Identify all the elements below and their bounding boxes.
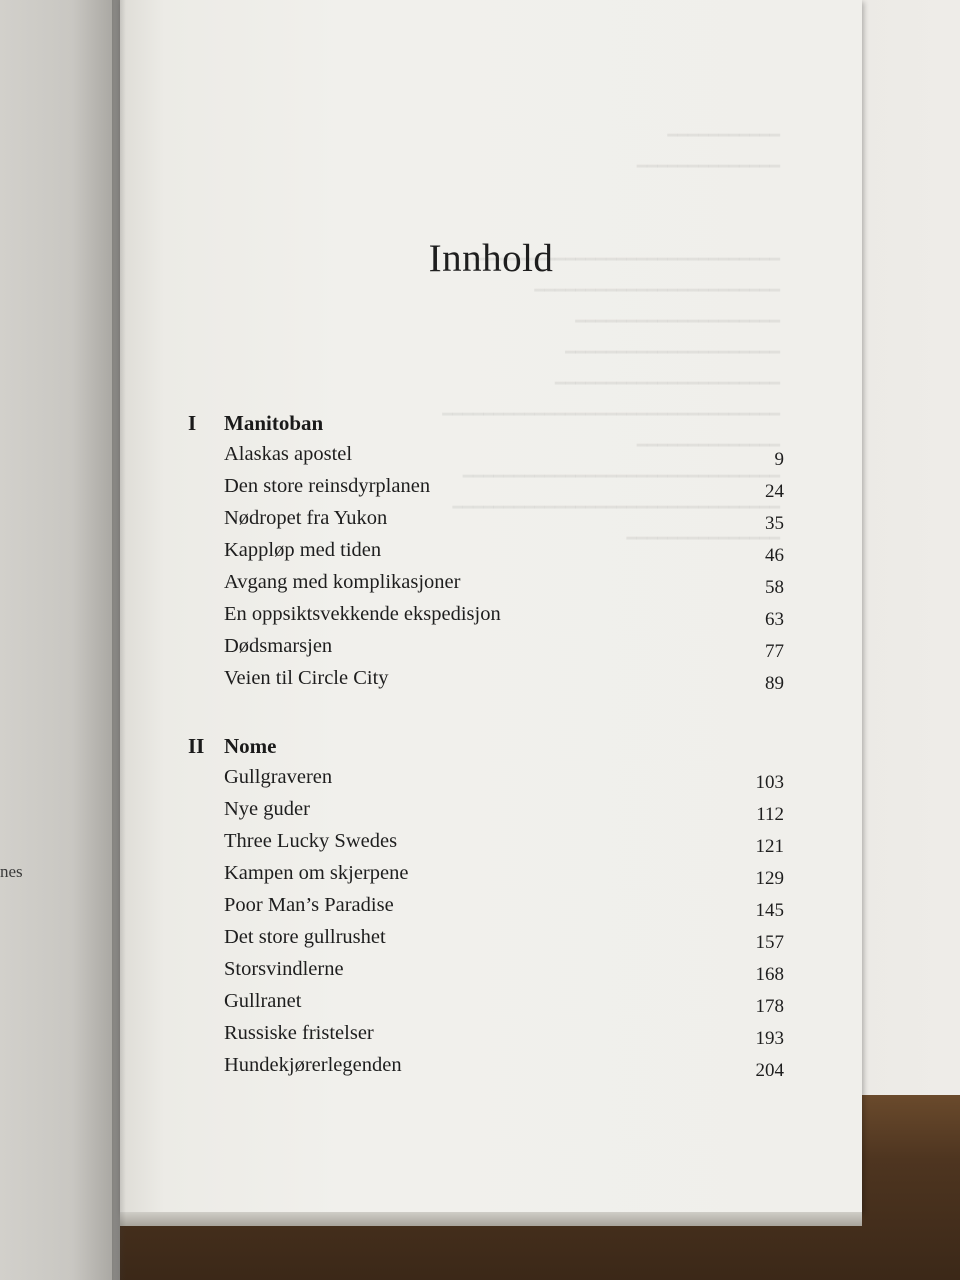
page-number: 58 [765,577,784,598]
page-number: 204 [755,1060,784,1081]
chapter-title: Poor Man’s Paradise [224,894,394,916]
page-title: Innhold [428,237,554,280]
chapter-title: Three Lucky Swedes [224,830,398,852]
chapter-title: Dødsmarsjen [224,635,333,657]
toc-entry [188,667,784,699]
chapter-title: Veien til Circle City [224,667,389,689]
chapter-title: Kampen om skjerpene [224,862,409,884]
left-page [0,0,120,1280]
page-number: 46 [765,545,784,566]
toc-entry [188,894,784,926]
part-number: I [188,411,197,435]
page-number: 112 [756,804,784,825]
page-number: 157 [755,932,784,953]
page-number: 63 [765,609,784,630]
part-title: Nome [224,734,277,758]
page-number: 193 [755,1028,784,1049]
toc-entry [188,635,784,667]
part-1 [188,411,784,699]
toc-entry [188,443,784,475]
page-number: 35 [765,513,784,534]
page-number: 24 [765,481,784,502]
toc-entry [188,475,784,507]
page-number: 77 [765,641,784,662]
toc-entry [188,958,784,990]
toc-entry [188,830,784,862]
chapter-title: Det store gullrushet [224,926,386,948]
page-number: 129 [755,868,784,889]
toc-entry [188,990,784,1022]
toc-entry [188,766,784,798]
chapter-title: Avgang med komplikasjoner [224,571,461,593]
chapter-title: Nye guder [224,798,310,820]
chapter-title: Nødropet fra Yukon [224,507,388,529]
left-page-text: nes [0,862,23,881]
page-number: 178 [755,996,784,1017]
chapter-title: Hundekjørerlegenden [224,1054,402,1076]
chapter-title: Den store reinsdyrplanen [224,475,431,497]
toc-entry [188,862,784,894]
chapter-title: Kappløp med tiden [224,539,382,561]
toc-entry [188,1054,784,1086]
chapter-title: Russiske fristelser [224,1022,374,1044]
part-heading [188,734,784,766]
part-2 [188,734,784,1086]
page-number: 145 [755,900,784,921]
chapter-title: En oppsiktsvekkende ekspedisjon [224,603,501,625]
page-number: 9 [774,449,784,470]
toc-entry [188,603,784,635]
chapter-title: Alaskas apostel [224,443,353,465]
toc-entry [188,798,784,830]
part-number: II [188,734,205,758]
toc-entry [188,539,784,571]
toc-entry [188,571,784,603]
page-number: 168 [755,964,784,985]
toc-entry [188,507,784,539]
page-edge [120,1212,862,1226]
spine-shadow [112,0,126,1280]
chapter-title: Gullgraveren [224,766,333,788]
part-heading [188,411,784,443]
toc-entry [188,1022,784,1054]
page-number: 89 [765,673,784,694]
chapter-title: Gullranet [224,990,302,1012]
page-number: 121 [755,836,784,857]
part-title: Manitoban [224,411,324,435]
toc-entry [188,926,784,958]
page-number: 103 [755,772,784,793]
chapter-title: Storsvindlerne [224,958,344,980]
